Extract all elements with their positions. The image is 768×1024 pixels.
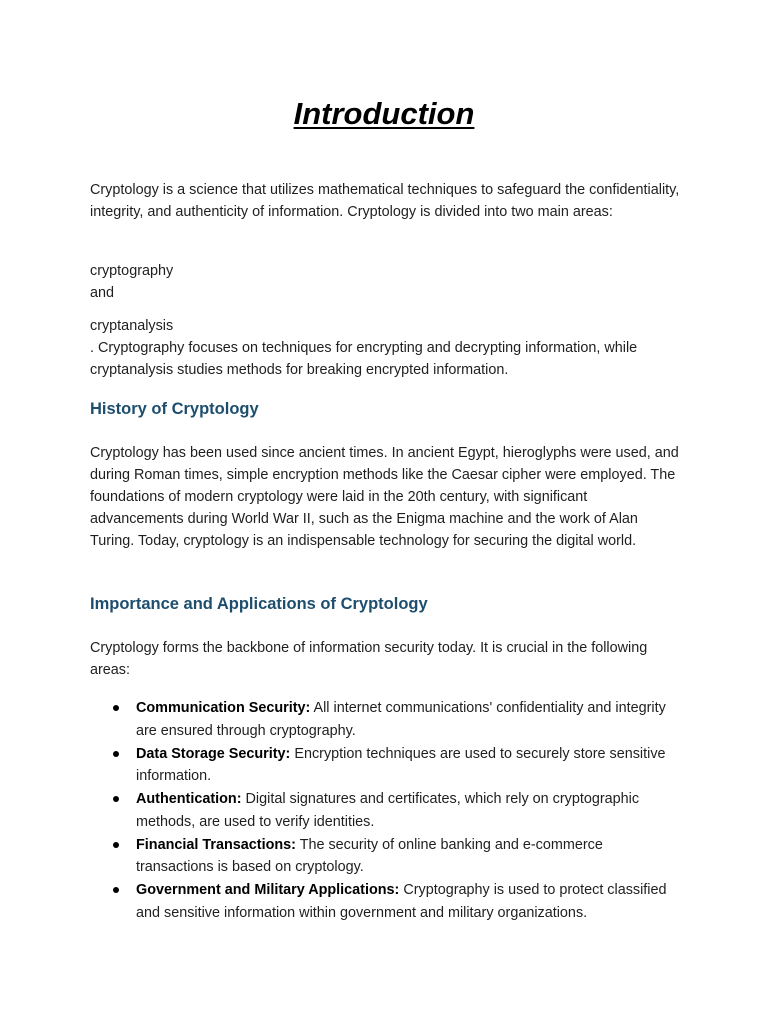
intro-term-cryptography: cryptography xyxy=(90,263,174,279)
bullet-icon xyxy=(113,887,119,893)
list-item-term: Government and Military Applications: xyxy=(136,882,400,898)
list-item-text: The security of online banking and e-commerce transactions is based on cryptology. xyxy=(136,836,603,875)
page-title: Introduction xyxy=(293,96,475,131)
bullet-icon xyxy=(113,751,119,757)
intro-closing-paragraph: . Cryptography focuses on techniques for encrypting and decrypting information, while cryptanalysis studies methods for breaking encrypted information. xyxy=(90,340,638,378)
importance-paragraph: Cryptology forms the backbone of information security today. It is crucial in the following areas: xyxy=(90,640,648,678)
list-item-term: Authentication: xyxy=(136,791,242,807)
list-item xyxy=(90,743,680,788)
list-item-text: Encryption techniques are used to securely store sensitive information. xyxy=(136,745,666,784)
history-heading: History of Cryptology xyxy=(90,400,259,418)
list-item-term: Data Storage Security: xyxy=(136,745,291,762)
list-item-term: Financial Transactions: xyxy=(136,836,296,853)
list-item-text: All internet communications' confidentiality and integrity are ensured through cryptography. xyxy=(136,700,666,739)
list-item xyxy=(90,788,680,833)
list-item-text: Digital signatures and certificates, which rely on cryptographic methods, are used to verify identities. xyxy=(136,791,640,830)
importance-heading: Importance and Applications of Cryptology xyxy=(90,595,428,613)
list-item xyxy=(90,697,680,742)
intro-connector-and: and xyxy=(90,285,115,301)
list-item-text: Cryptography is used to protect classified and sensitive information within government and military organizations. xyxy=(136,882,667,921)
bullet-icon xyxy=(113,705,119,711)
bullet-icon xyxy=(113,796,119,802)
intro-paragraph: Cryptology is a science that utilizes mathematical techniques to safeguard the confidentiality, integrity, and authenticity of information. Cryptology is divided into two main areas: xyxy=(90,182,680,220)
intro-term-cryptanalysis: cryptanalysis xyxy=(90,318,174,334)
list-item xyxy=(90,879,680,924)
applications-list xyxy=(90,697,680,925)
history-paragraph: Cryptology has been used since ancient times. In ancient Egypt, hieroglyphs were used, and during Roman times, simple encryption methods like the Caesar cipher were employed. The foundations of modern cryptology were laid in the 20th century, with significant advancements during World War II, such as the Enigma machine and the work of Alan Turing. Today, cryptology is an indispensable technology for securing the digital world. xyxy=(90,445,679,549)
list-item xyxy=(90,834,680,879)
list-item-term: Communication Security: xyxy=(136,700,311,716)
bullet-icon xyxy=(113,842,119,848)
